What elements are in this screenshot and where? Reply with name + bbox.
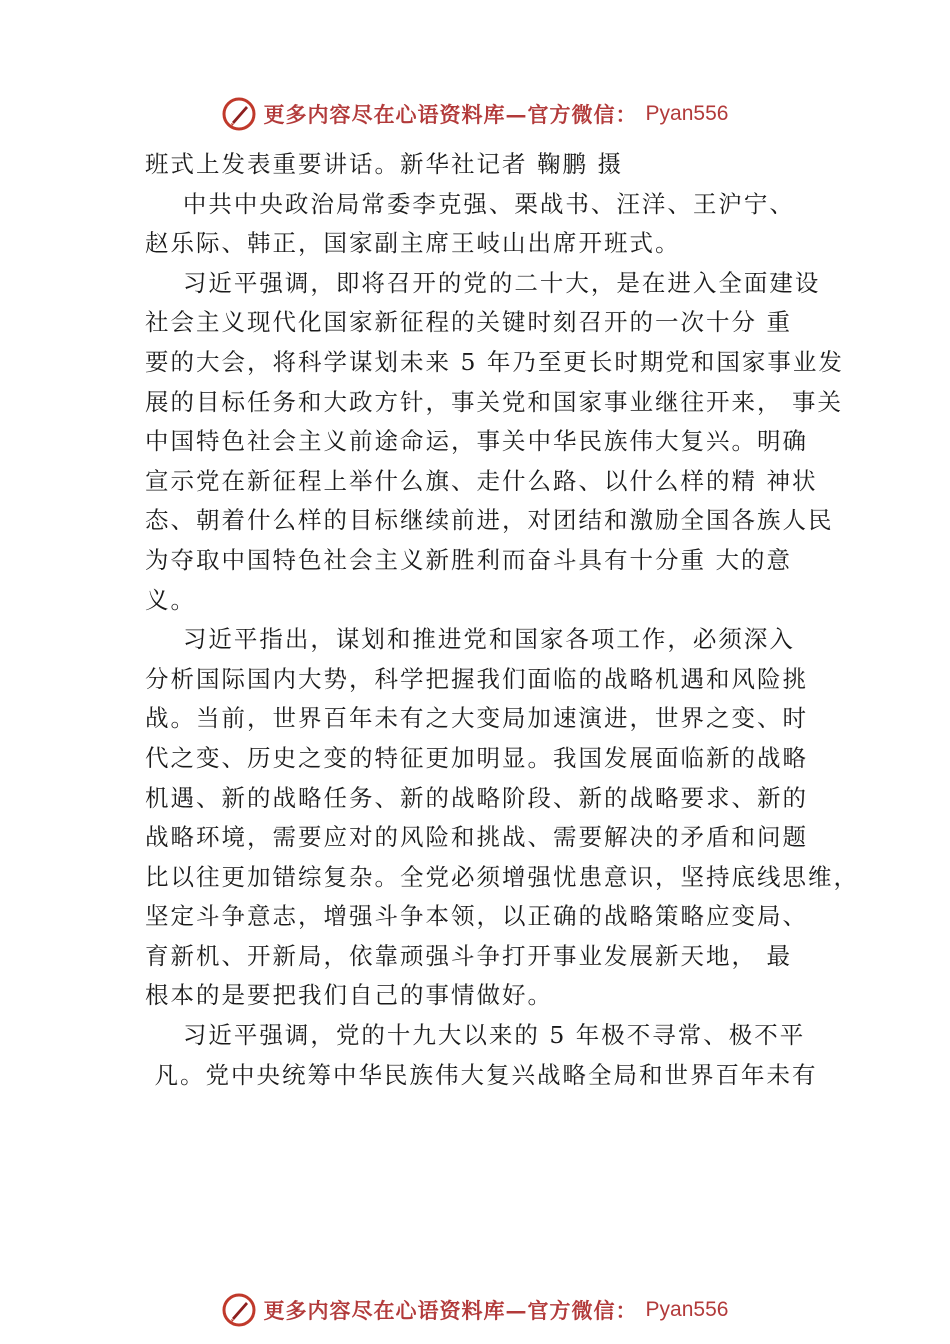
text-line: 战。当前，世界百年未有之大变局加速演进，世界之变、时 — [145, 704, 808, 733]
document-body — [145, 145, 859, 1095]
text-line: 班式上发表重要讲话。新华社记者 鞠鹏 摄 — [145, 150, 623, 178]
text-line: 义。 — [145, 585, 196, 614]
text-line: 分析国际国内大势，科学把握我们面临的战略机遇和风险挑 — [145, 664, 808, 693]
quill-logo-icon — [222, 1293, 256, 1327]
text-line: 社会主义现代化国家新征程的关键时刻召开的一次十分 重 — [145, 308, 792, 337]
text-line: 育新机、开新局，依靠顽强斗争打开事业发展新天地， 最 — [145, 941, 792, 970]
quill-logo-icon — [222, 97, 256, 131]
text-line: 宣示党在新征程上举什么旗、走什么路、以什么样的精 神状 — [145, 466, 818, 495]
text-line: 要的大会，将科学谋划未来 5 年乃至更长时期党和国家事业发 — [145, 347, 844, 376]
text-line: 凡。党中央统筹中华民族伟大复兴战略全局和世界百年未有 — [145, 1060, 818, 1089]
text-line: 为夺取中国特色社会主义新胜利而奋斗具有十分重 大的意 — [145, 545, 792, 574]
text-line: 态、朝着什么样的目标继续前进，对团结和激励全国各族人民 — [145, 506, 834, 535]
text-line: 代之变、历史之变的特征更加明显。我国发展面临新的战略 — [145, 743, 808, 772]
header-wechat-id: Pyan556 — [645, 102, 729, 125]
text-line: 比以往更加错综复杂。全党必须增强忧患意识，坚持底线思维， — [145, 862, 859, 891]
header-banner-text: 更多内容尽在心语资料库—官方微信： — [263, 102, 638, 127]
text-line: 习近平指出，谋划和推进党和国家各项工作，必须深入 — [145, 625, 795, 654]
header-banner — [0, 94, 950, 134]
text-line: 战略环境，需要应对的风险和挑战、需要解决的矛盾和问题 — [145, 823, 808, 852]
footer-wechat-id: Pyan556 — [645, 1298, 729, 1321]
text-line: 中共中央政治局常委李克强、栗战书、汪洋、王沪宁、 — [145, 189, 795, 218]
footer-banner — [0, 1290, 950, 1330]
text-line: 中国特色社会主义前途命运，事关中华民族伟大复兴。明确 — [145, 427, 808, 456]
footer-banner-text: 更多内容尽在心语资料库—官方微信： — [263, 1298, 638, 1323]
text-line: 习近平强调，党的十九大以来的 5 年极不寻常、极不平 — [145, 1021, 806, 1050]
text-line: 根本的是要把我们自己的事情做好。 — [145, 981, 553, 1010]
text-line: 习近平强调，即将召开的党的二十大，是在进入全面建设 — [145, 268, 821, 297]
text-line: 机遇、新的战略任务、新的战略阶段、新的战略要求、新的 — [145, 783, 808, 812]
text-line: 展的目标任务和大政方针，事关党和国家事业继往开来， 事关 — [145, 387, 843, 416]
text-line: 赵乐际、韩正，国家副主席王岐山出席开班式。 — [145, 229, 681, 258]
text-line: 坚定斗争意志，增强斗争本领，以正确的战略策略应变局、 — [145, 902, 808, 931]
